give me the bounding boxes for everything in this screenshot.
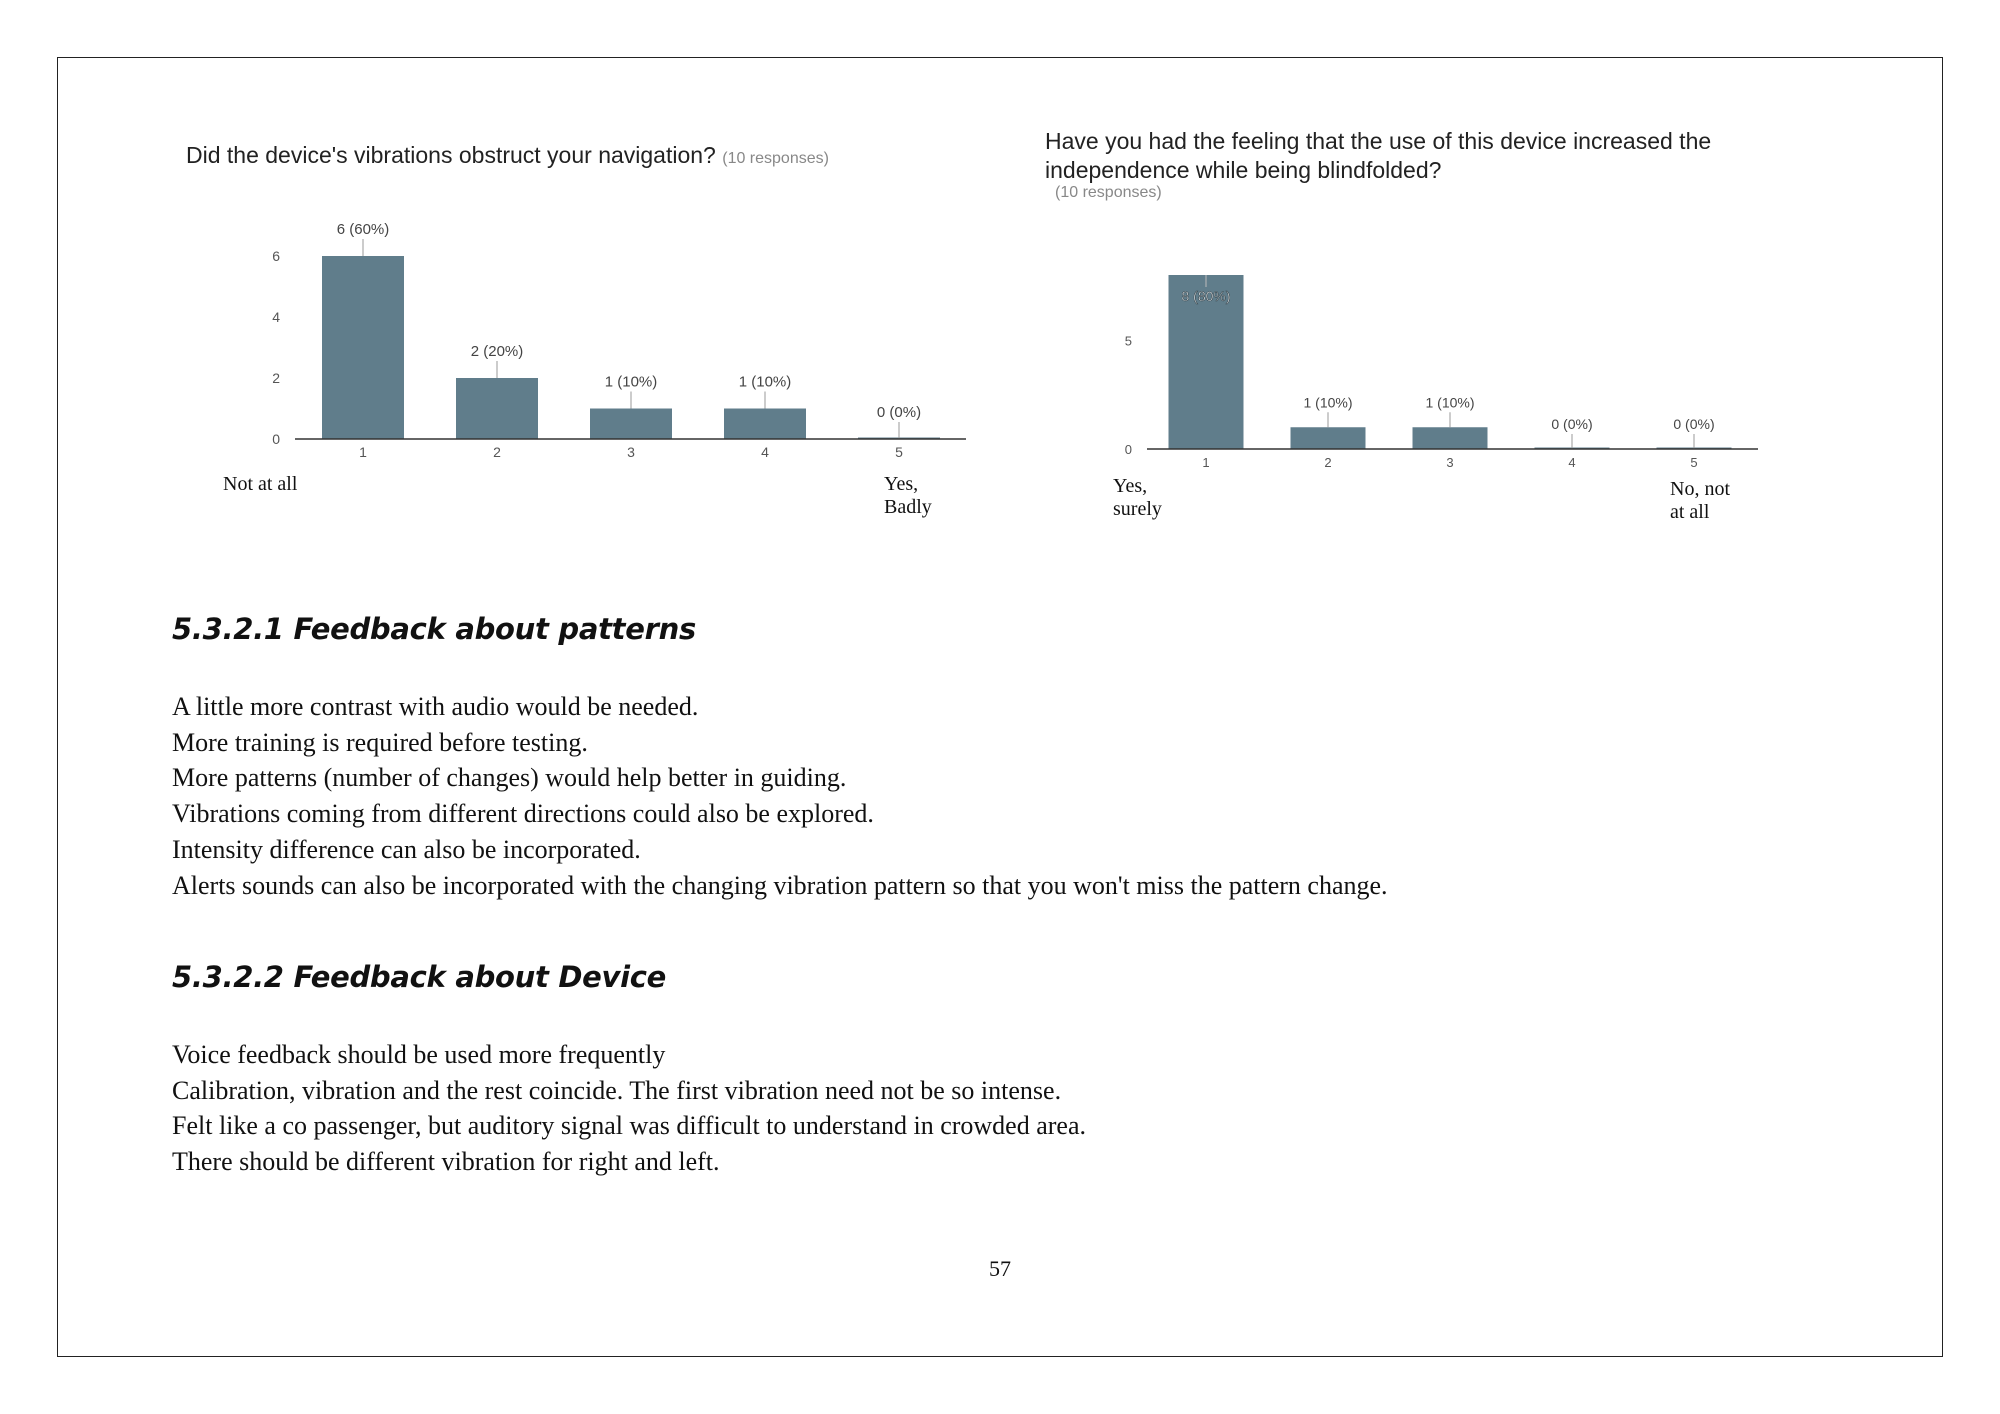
section-1-line: Intensity difference can also be incorporated.: [172, 834, 641, 864]
data-label: 0 (0%): [1673, 416, 1715, 432]
y-tick-label: 0: [272, 431, 280, 447]
data-label: 8 (80%): [1181, 288, 1231, 304]
section-2-heading: 5.3.2.2 Feedback about Device: [172, 960, 667, 994]
data-label: 2 (20%): [470, 343, 524, 360]
x-tick-label: 4: [761, 444, 769, 460]
y-tick-label: 2: [272, 370, 280, 386]
section-1-line: Alerts sounds can also be incorporated with the changing vibration pattern so that you won't miss the pattern change.: [172, 870, 1388, 900]
x-tick-label: 5: [1690, 455, 1698, 470]
section-1-text: [172, 689, 1388, 903]
y-tick-label: 4: [272, 309, 280, 325]
x-tick-label: 3: [627, 444, 635, 460]
chart-1-title-text: Did the device's vibrations obstruct your navigation?: [186, 142, 716, 168]
y-tick-label: 0: [1124, 442, 1132, 457]
bar: [1291, 427, 1366, 449]
data-label: 1 (10%): [1303, 394, 1353, 411]
section-2-text: [172, 1037, 1086, 1180]
section-1-line: More training is required before testing.: [172, 727, 588, 757]
section-1-heading: 5.3.2.1 Feedback about patterns: [172, 612, 696, 646]
x-tick-label: 1: [1202, 455, 1210, 470]
chart-1-scale-low-label: Not at all: [223, 473, 298, 495]
x-tick-label: 1: [359, 444, 367, 460]
section-2-line: Calibration, vibration and the rest coincide. The first vibration need not be so intense.: [172, 1075, 1062, 1105]
chart-2: [1105, 265, 1775, 480]
chart-2-responses: (10 responses): [1055, 184, 1162, 201]
section-2-line: Voice feedback should be used more frequently: [172, 1040, 666, 1069]
bar: [590, 409, 672, 440]
x-tick-label: 4: [1568, 455, 1576, 470]
chart-2-title: [1045, 127, 1765, 185]
data-label: 6 (60%): [336, 221, 390, 238]
x-tick-label: 5: [895, 444, 903, 460]
chart-2-title-text: Have you had the feeling that the use of this device increased the independence while being blindfolded?: [1045, 128, 1712, 183]
page-number: 57: [989, 1256, 1011, 1281]
y-tick-label: 6: [272, 248, 280, 264]
chart-1: [240, 218, 980, 468]
section-1-line: Vibrations coming from different directions could also be explored.: [172, 799, 874, 829]
data-label: 1 (10%): [1425, 394, 1475, 411]
data-label: 1 (10%): [738, 373, 792, 391]
section-1-line: More patterns (number of changes) would help better in guiding.: [172, 763, 847, 793]
chart-1-scale-high-label: Yes, Badly: [884, 473, 932, 518]
data-label: 0 (0%): [1551, 416, 1593, 432]
chart-2-scale-low-label: Yes, surely: [1113, 475, 1162, 520]
chart-2-scale-high-label: No, not at all: [1670, 478, 1730, 523]
section-2-line: Felt like a co passenger, but auditory signal was difficult to understand in crowded area.: [172, 1111, 1086, 1141]
bar: [456, 378, 538, 439]
x-tick-label: 2: [493, 444, 501, 460]
y-tick-label: 5: [1124, 333, 1132, 349]
bar: [724, 409, 806, 440]
x-tick-label: 2: [1324, 455, 1332, 470]
chart-1-title: [186, 141, 829, 173]
x-tick-label: 3: [1446, 455, 1454, 470]
bar: [322, 256, 404, 439]
data-label: 0 (0%): [876, 404, 922, 421]
section-2-line: There should be different vibration for right and left.: [172, 1147, 720, 1177]
bar: [1413, 427, 1488, 449]
section-1-line: A little more contrast with audio would be needed.: [172, 692, 699, 721]
data-label: 1 (10%): [604, 373, 658, 391]
chart-1-responses: (10 responses): [722, 150, 829, 167]
